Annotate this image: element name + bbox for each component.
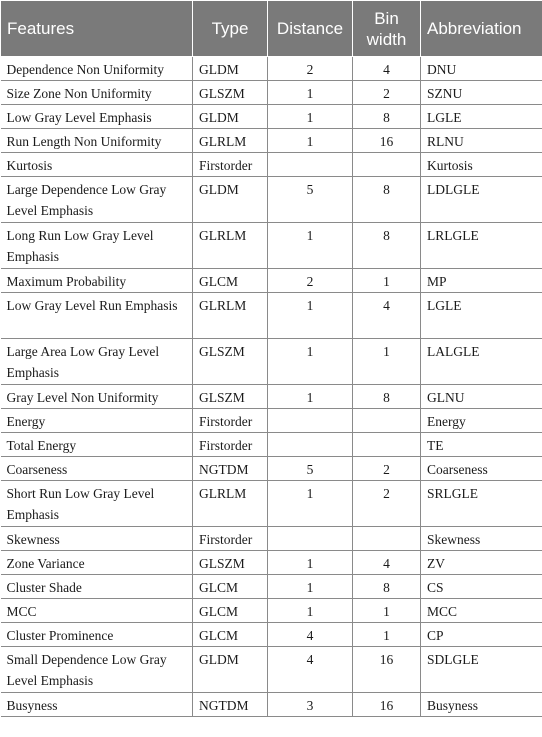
cell-bin-width: 8: [353, 105, 421, 129]
cell-distance: 1: [268, 575, 353, 599]
table-row: [1, 129, 542, 153]
cell-distance: [268, 527, 353, 551]
cell-bin-width: 4: [353, 57, 421, 81]
cell-bin-width: 8: [353, 177, 421, 223]
cell-distance: [268, 153, 353, 177]
cell-distance: 2: [268, 269, 353, 293]
cell-feature: MCC: [1, 599, 193, 623]
cell-feature: Long Run Low Gray Level Emphasis: [1, 223, 193, 269]
cell-feature: Skewness: [1, 527, 193, 551]
table-row: [1, 385, 542, 409]
table-row: [1, 647, 542, 693]
cell-bin-width: 1: [353, 269, 421, 293]
table-row: [1, 81, 542, 105]
cell-abbreviation: MP: [421, 269, 542, 293]
cell-feature: Low Gray Level Run Emphasis: [1, 293, 193, 339]
cell-type: GLRLM: [193, 129, 268, 153]
cell-abbreviation: DNU: [421, 57, 542, 81]
cell-type: GLDM: [193, 105, 268, 129]
cell-type: Firstorder: [193, 153, 268, 177]
table-row: [1, 105, 542, 129]
cell-bin-width: 16: [353, 647, 421, 693]
cell-feature: Coarseness: [1, 457, 193, 481]
cell-bin-width: 1: [353, 599, 421, 623]
cell-abbreviation: RLNU: [421, 129, 542, 153]
table-row: [1, 409, 542, 433]
cell-feature: Gray Level Non Uniformity: [1, 385, 193, 409]
cell-abbreviation: CP: [421, 623, 542, 647]
cell-abbreviation: SRLGLE: [421, 481, 542, 527]
cell-type: GLCM: [193, 575, 268, 599]
table-row: [1, 293, 542, 339]
cell-abbreviation: MCC: [421, 599, 542, 623]
cell-bin-width: [353, 153, 421, 177]
cell-feature: Small Dependence Low Gray Level Emphasis: [1, 647, 193, 693]
table-row: [1, 223, 542, 269]
cell-type: GLSZM: [193, 339, 268, 385]
cell-distance: [268, 409, 353, 433]
cell-distance: 5: [268, 457, 353, 481]
cell-abbreviation: Kurtosis: [421, 153, 542, 177]
cell-abbreviation: LALGLE: [421, 339, 542, 385]
cell-feature: Busyness: [1, 693, 193, 717]
cell-feature: Low Gray Level Emphasis: [1, 105, 193, 129]
cell-feature: Run Length Non Uniformity: [1, 129, 193, 153]
cell-abbreviation: LDLGLE: [421, 177, 542, 223]
cell-type: GLRLM: [193, 223, 268, 269]
cell-bin-width: 8: [353, 385, 421, 409]
table-row: [1, 527, 542, 551]
cell-abbreviation: SZNU: [421, 81, 542, 105]
table-row: [1, 433, 542, 457]
cell-type: GLRLM: [193, 293, 268, 339]
table-row: [1, 575, 542, 599]
header-abbreviation: Abbreviation: [421, 1, 542, 57]
cell-feature: Size Zone Non Uniformity: [1, 81, 193, 105]
cell-type: Firstorder: [193, 527, 268, 551]
cell-bin-width: 2: [353, 457, 421, 481]
header-row: [1, 1, 542, 57]
cell-feature: Cluster Prominence: [1, 623, 193, 647]
cell-distance: 2: [268, 57, 353, 81]
table-row: [1, 177, 542, 223]
cell-bin-width: 4: [353, 293, 421, 339]
cell-bin-width: 1: [353, 339, 421, 385]
cell-feature: Large Dependence Low Gray Level Emphasis: [1, 177, 193, 223]
cell-type: GLCM: [193, 623, 268, 647]
cell-feature: Cluster Shade: [1, 575, 193, 599]
table-row: [1, 599, 542, 623]
cell-type: Firstorder: [193, 409, 268, 433]
cell-distance: 1: [268, 293, 353, 339]
header-features: Features: [1, 1, 193, 57]
header-type: Type: [193, 1, 268, 57]
cell-feature: Dependence Non Uniformity: [1, 57, 193, 81]
cell-feature: Maximum Probability: [1, 269, 193, 293]
cell-feature: Short Run Low Gray Level Emphasis: [1, 481, 193, 527]
cell-distance: 5: [268, 177, 353, 223]
cell-distance: 1: [268, 551, 353, 575]
cell-distance: 4: [268, 647, 353, 693]
cell-distance: 3: [268, 693, 353, 717]
cell-type: GLDM: [193, 57, 268, 81]
cell-distance: 1: [268, 599, 353, 623]
cell-abbreviation: LRLGLE: [421, 223, 542, 269]
cell-bin-width: 8: [353, 223, 421, 269]
cell-abbreviation: LGLE: [421, 293, 542, 339]
cell-feature: Large Area Low Gray Level Emphasis: [1, 339, 193, 385]
cell-bin-width: 2: [353, 81, 421, 105]
table-row: [1, 457, 542, 481]
table-row: [1, 269, 542, 293]
cell-bin-width: 8: [353, 575, 421, 599]
cell-type: GLSZM: [193, 551, 268, 575]
cell-bin-width: 1: [353, 623, 421, 647]
cell-type: GLDM: [193, 177, 268, 223]
table-row: [1, 153, 542, 177]
cell-type: GLCM: [193, 269, 268, 293]
table-row: [1, 481, 542, 527]
cell-bin-width: 2: [353, 481, 421, 527]
cell-feature: Total Energy: [1, 433, 193, 457]
cell-abbreviation: TE: [421, 433, 542, 457]
table-body: [1, 57, 542, 717]
cell-bin-width: [353, 409, 421, 433]
cell-feature: Kurtosis: [1, 153, 193, 177]
cell-distance: 1: [268, 339, 353, 385]
cell-abbreviation: SDLGLE: [421, 647, 542, 693]
cell-abbreviation: ZV: [421, 551, 542, 575]
cell-type: GLSZM: [193, 81, 268, 105]
cell-abbreviation: CS: [421, 575, 542, 599]
table-header: [1, 1, 542, 57]
cell-feature: Energy: [1, 409, 193, 433]
cell-type: GLSZM: [193, 385, 268, 409]
cell-type: GLDM: [193, 647, 268, 693]
cell-type: GLRLM: [193, 481, 268, 527]
cell-abbreviation: LGLE: [421, 105, 542, 129]
table-row: [1, 623, 542, 647]
cell-distance: 1: [268, 81, 353, 105]
cell-distance: 4: [268, 623, 353, 647]
cell-type: GLCM: [193, 599, 268, 623]
table-row: [1, 693, 542, 717]
cell-distance: [268, 433, 353, 457]
cell-distance: 1: [268, 105, 353, 129]
cell-bin-width: 16: [353, 693, 421, 717]
cell-bin-width: 4: [353, 551, 421, 575]
cell-bin-width: [353, 433, 421, 457]
cell-bin-width: 16: [353, 129, 421, 153]
cell-type: NGTDM: [193, 457, 268, 481]
cell-abbreviation: Skewness: [421, 527, 542, 551]
cell-abbreviation: Coarseness: [421, 457, 542, 481]
cell-abbreviation: Busyness: [421, 693, 542, 717]
cell-distance: 1: [268, 385, 353, 409]
cell-type: NGTDM: [193, 693, 268, 717]
cell-abbreviation: GLNU: [421, 385, 542, 409]
cell-distance: 1: [268, 129, 353, 153]
table-row: [1, 551, 542, 575]
header-distance: Distance: [268, 1, 353, 57]
table-row: [1, 339, 542, 385]
header-bin-width: Bin width: [353, 1, 421, 57]
cell-type: Firstorder: [193, 433, 268, 457]
table-row: [1, 57, 542, 81]
cell-feature: Zone Variance: [1, 551, 193, 575]
cell-bin-width: [353, 527, 421, 551]
cell-abbreviation: Energy: [421, 409, 542, 433]
cell-distance: 1: [268, 223, 353, 269]
cell-distance: 1: [268, 481, 353, 527]
